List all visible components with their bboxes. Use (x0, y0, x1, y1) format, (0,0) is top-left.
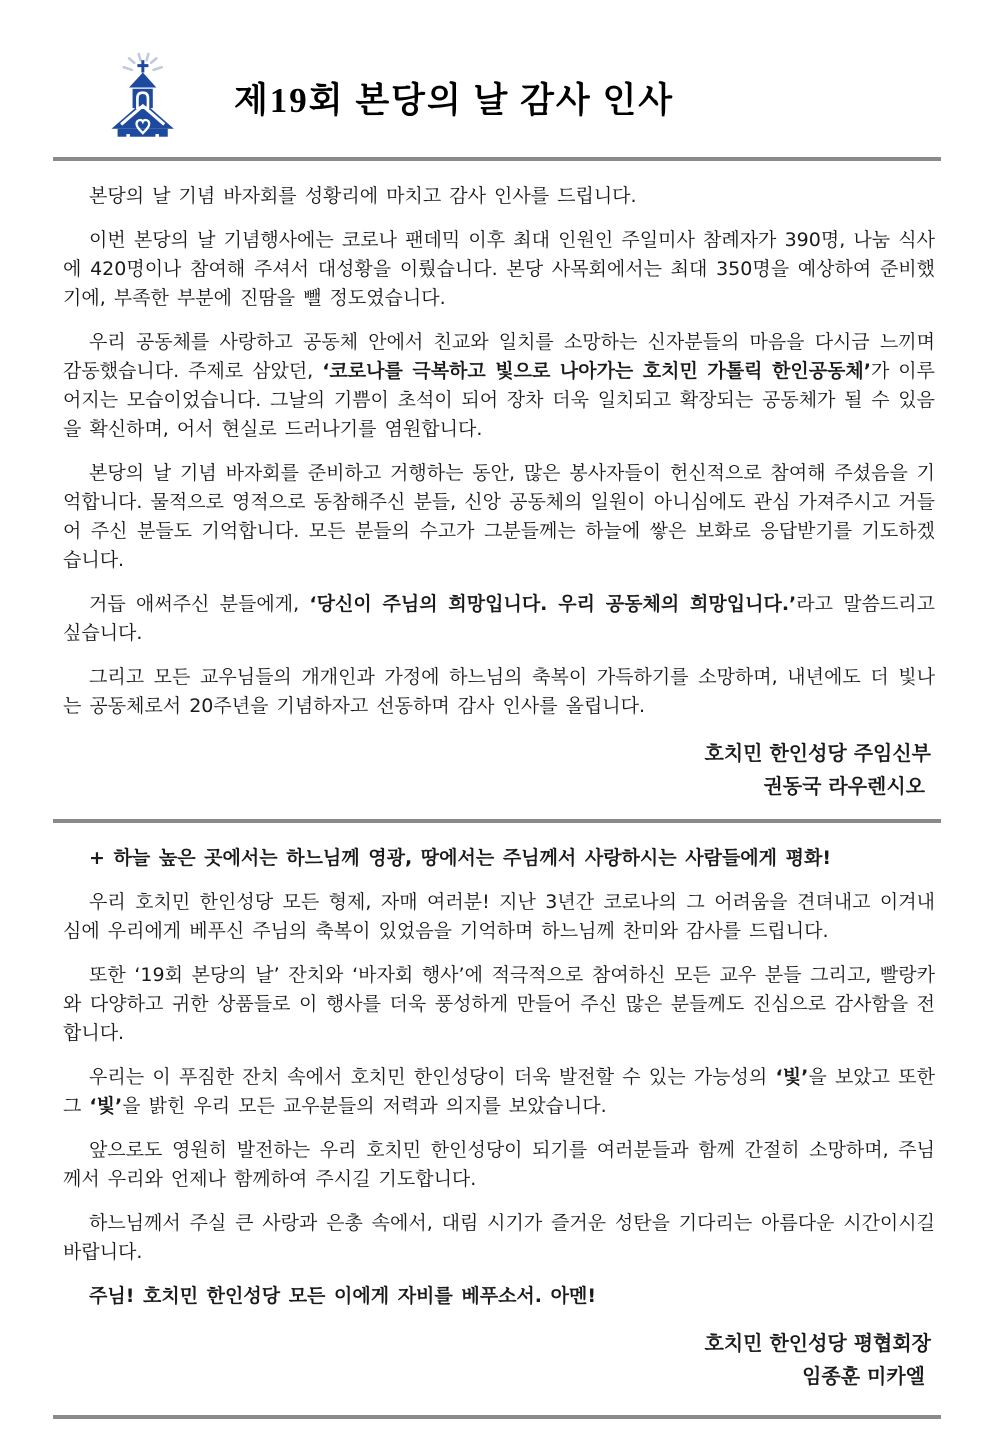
greeting-line: + 하늘 높은 곳에서는 하느님께 영광, 땅에서는 주님께서 사랑하시는 사람들에게 평화! (89, 846, 831, 869)
church-shape (111, 61, 173, 138)
signature-name: 권동국 라우렌시오 (763, 773, 925, 798)
paragraph: 본당의 날 기념 바자회를 준비하고 거행하는 동안, 많은 봉사자들이 헌신적으로 참여해 주셨음을 기억합니다. 물적으로 영적으로 동참해주신 분들, 신앙 공동체의 일원이 아니심에도 관심 가져주시고 거들어 주신 분들도 기억합니다. 모든 분들의 수고가 그분들께는 하늘에 쌓은 보화로 응답받기를 기도하겠습니다. (63, 461, 935, 571)
spacer (0, 1419, 992, 1433)
paragraph: 본당의 날 기념 바자회를 성황리에 마치고 감사 인사를 드립니다. (89, 184, 637, 207)
signature-role: 호치민 한인성당 평협회장 (704, 1330, 931, 1355)
paragraph: 앞으로도 영원히 발전하는 우리 호치민 한인성당이 되기를 여러분들과 함께 간절히 소망하며, 주님께서 우리와 언제나 함께하여 주시길 기도합니다. (63, 1138, 935, 1190)
paragraph: 우리 공동체를 사랑하고 공동체 안에서 친교와 일치를 소망하는 신자분들의 마음을 다시금 느끼며 감동했습니다. 주제로 삼았던, ‘코로나를 극복하고 빛으로 나아가는 호치민 가톨릭 한인공동체’가 이루어지는 모습이었습니다. 그날의 기쁨이 초석이 되어 장차 더욱 일치되고 확장되는 공동체가 될 수 있음을 확신하며, 어서 현실로 드러나기를 염원합니다. (63, 330, 935, 440)
paragraph: 그리고 모든 교우님들의 개개인과 가정에 하느님의 축복이 가득하기를 소망하며, 내년에도 더 빛나는 공동체로서 20주년을 기념하자고 선동하며 감사 인사를 올립니다. (63, 665, 935, 717)
signature-name: 임종훈 미카엘 (802, 1363, 925, 1388)
paragraph: 우리 호치민 한인성당 모든 형제, 자매 여러분! 지난 3년간 코로나의 그 어려움을 견뎌내고 이겨내심에 우리에게 베푸신 주님의 축복이 있었음을 기억하며 하느님께 찬미와 감사를 드립니다. (63, 890, 935, 942)
paragraph: 우리는 이 푸짐한 잔치 속에서 호치민 한인성당이 더욱 발전할 수 있는 가능성의 ‘빛’을 보았고 또한 그 ‘빛’을 밝힌 우리 모든 교우분들의 저력과 의지를 보았습니다. (63, 1065, 935, 1117)
paragraph: 이번 본당의 날 기념행사에는 코로나 팬데믹 이후 최대 인원인 주일미사 참례자가 390명, 나눔 식사에 420명이나 참여해 주셔서 대성황을 이뤘습니다. 본당 사목회에서는 최대 350명을 예상하여 준비했기에, 부족한 부분에 진땀을 뺄 정도였습니다. (63, 228, 935, 309)
paragraph: 주님! 호치민 한인성당 모든 이에게 자비를 베푸소서. 아멘! (89, 1284, 596, 1307)
pastor-letter (0, 161, 992, 803)
pastor-signature (63, 737, 931, 803)
document-header (0, 0, 992, 157)
president-letter (0, 823, 992, 1393)
page-title: 제19회 본당의 날 감사 인사 (234, 81, 675, 121)
paragraph: 하느님께서 주실 큰 사랑과 은총 속에서, 대림 시기가 즐거운 성탄을 기다리는 아름다운 시간이시길 바랍니다. (63, 1211, 935, 1263)
signature-role: 호치민 한인성당 주임신부 (704, 740, 931, 765)
paragraph: 또한 ‘19회 본당의 날’ 잔치와 ‘바자회 행사’에 적극적으로 참여하신 모든 교우 분들 그리고, 빨랑카와 다양하고 귀한 상품들로 이 행사를 더욱 풍성하게 만들어 주신 많은 분들께도 진심으로 감사함을 전합니다. (63, 963, 935, 1044)
president-signature (63, 1327, 931, 1393)
church-icon (100, 52, 188, 144)
paragraph: 거듭 애써주신 분들에게, ‘당신이 주님의 희망입니다. 우리 공동체의 희망입니다.’라고 말씀드리고 싶습니다. (63, 592, 936, 644)
